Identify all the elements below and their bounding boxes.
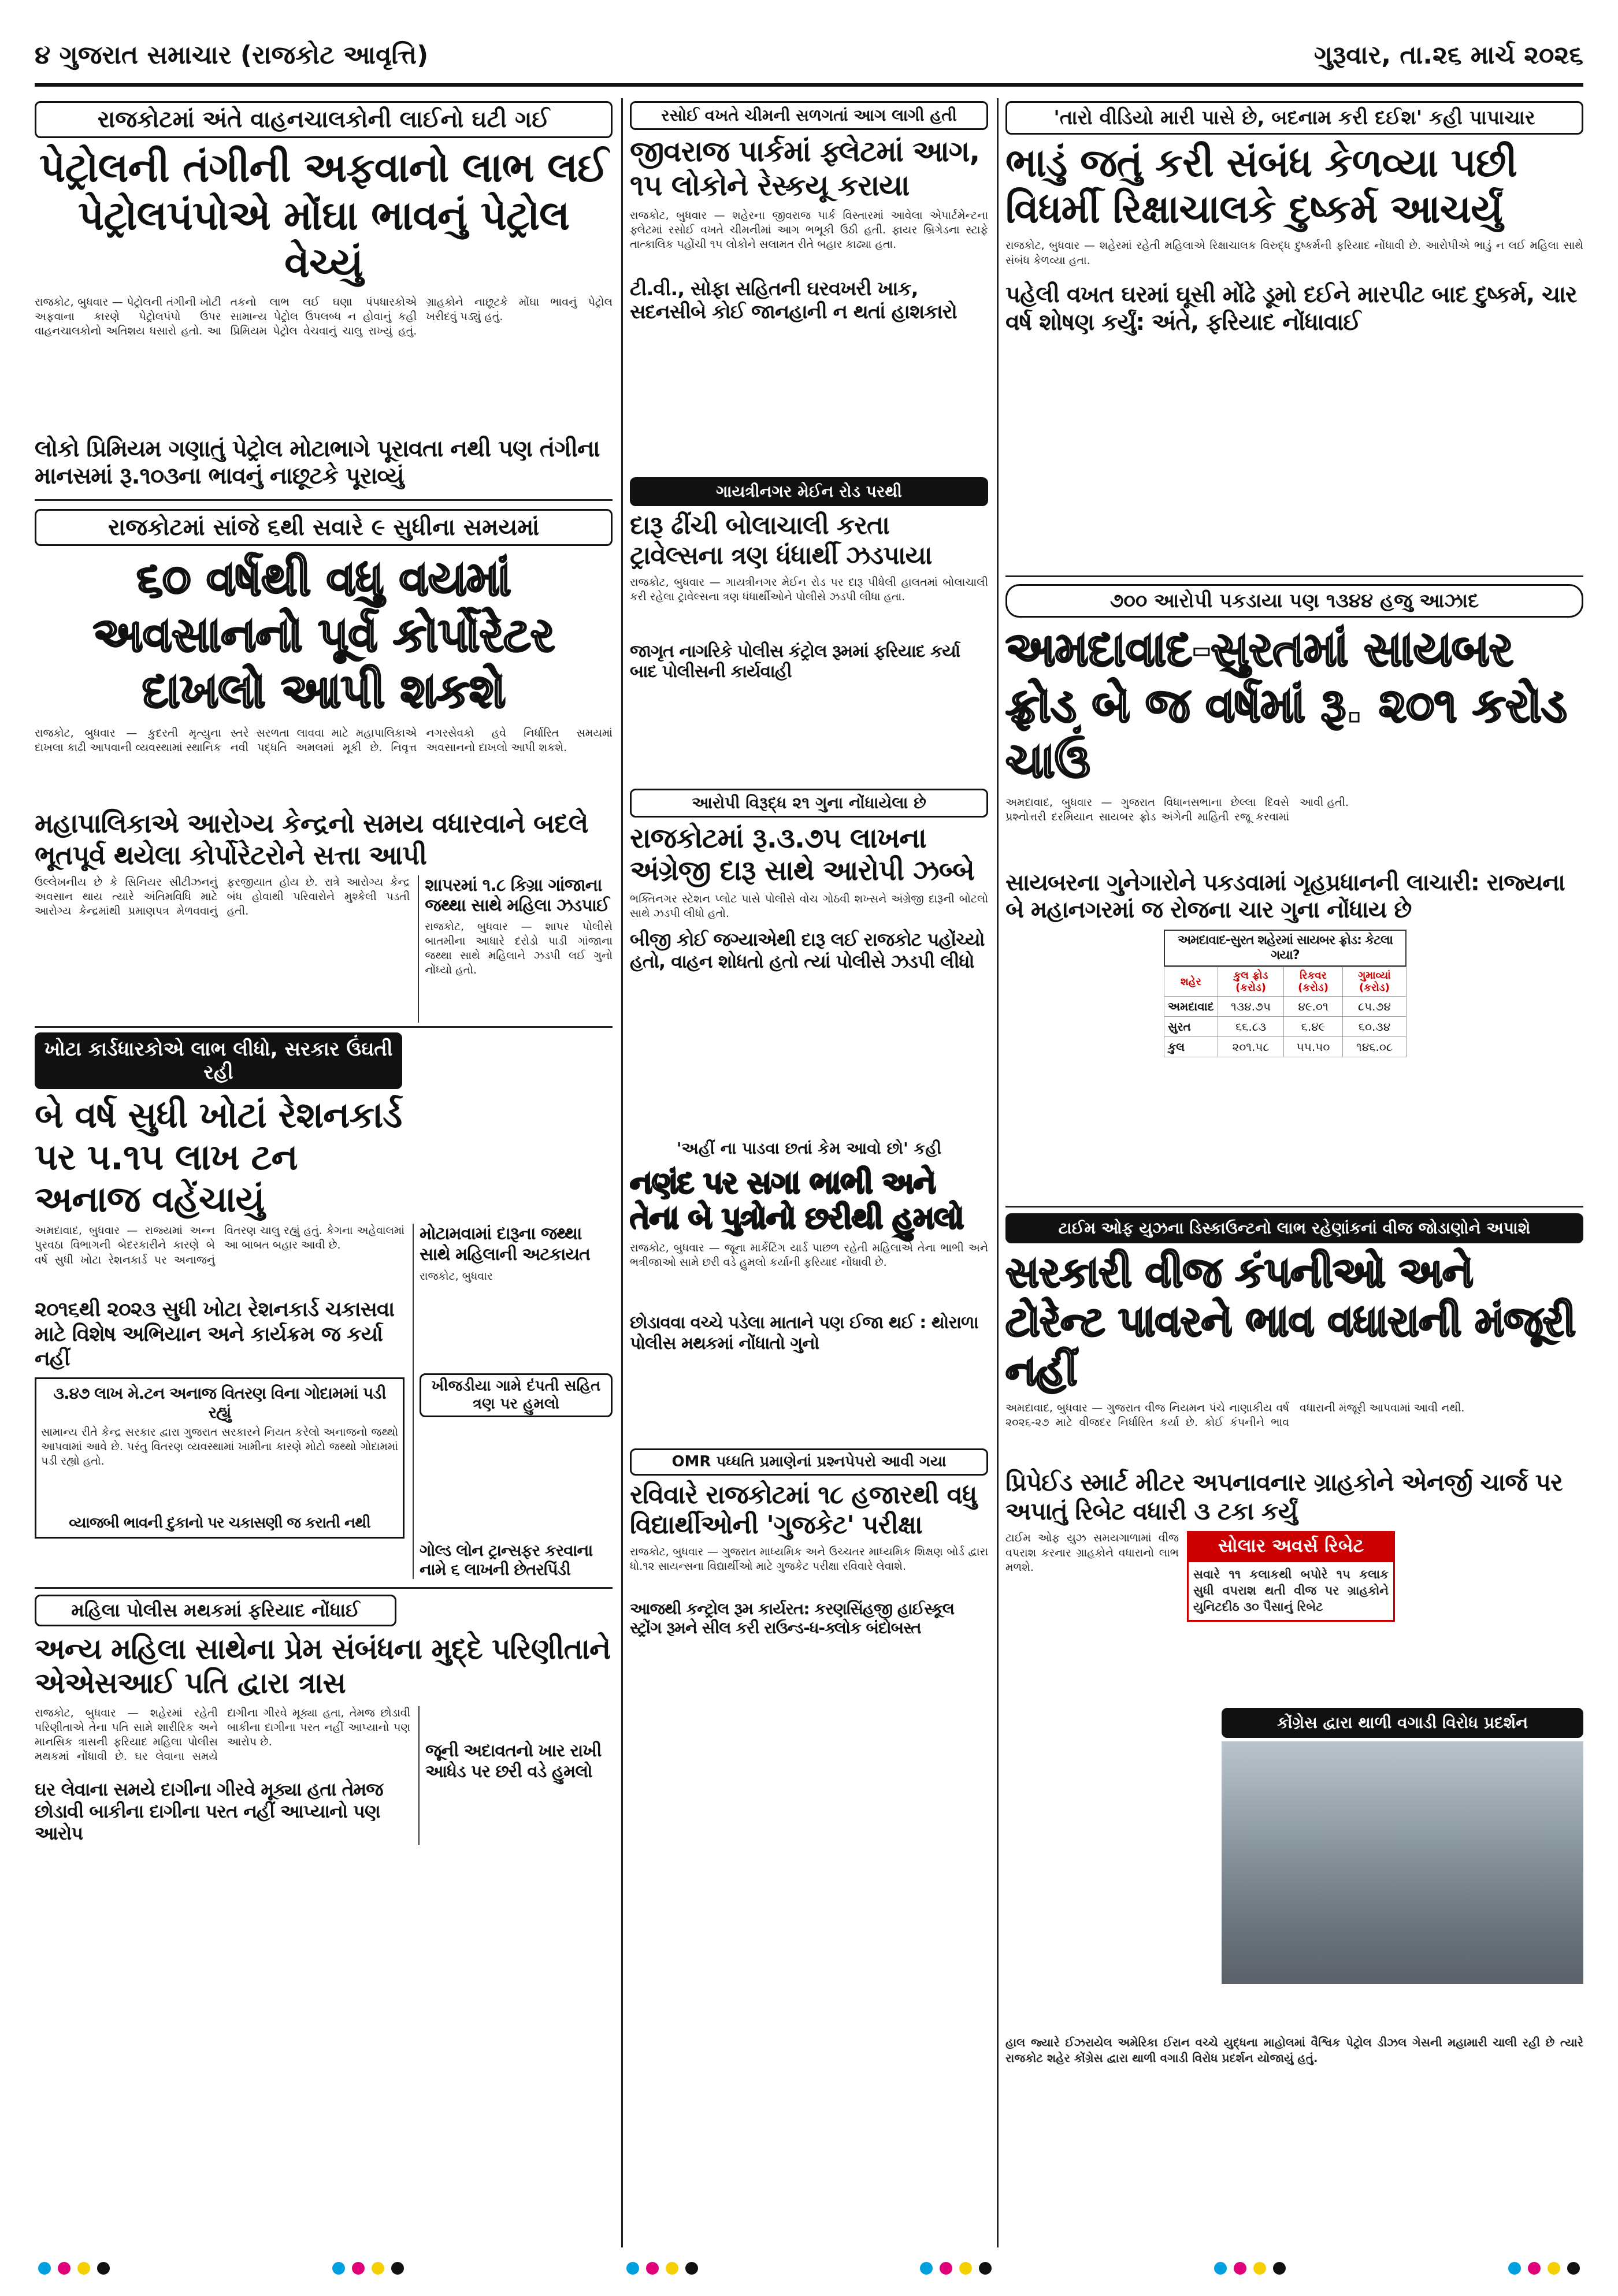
fraud-table-cell: ૪૯.૦૧	[1284, 997, 1343, 1017]
c2-story-3-body: ભક્તિનગર સ્ટેશન પ્લોટ પાસે પોલીસે વોચ ગોઠવી શખ્સને અંગ્રેજી દારૂની બોટલો સાથે ઝડપી લીધો હતો.	[630, 893, 988, 920]
c3-story-1-body: રાજકોટ, બુધવાર — શહેરમાં રહેતી મહિલાએ રિક્ષાચાલક વિરુદ્ધ દુષ્કર્મની ફરિયાદ નોંધાવી છે. આરોપીએ ભાડું ન લઈ મહિલા સાથે સંબંધ કેળવ્યા હતા.	[1005, 239, 1583, 267]
photo-caption: હાલ જ્યારે ઈઝરાયેલ અમેરિકા ઈરાન વચ્ચે યુદ્ધના માહોલમાં વૈશ્વિક પેટ્રોલ ડીઝલ ગેસની મહામારી ચાલી રહી છે ત્યારે રાજકોટ શહેર કોંગ્રેસ દ્વારા થાળી વગાડી વિરોધ પ્રદર્શન યોજાયું હતું.	[1005, 2035, 1583, 2065]
fraud-table-cell: ૧૩૪.૭૫	[1218, 997, 1283, 1017]
photo-kicker: કોંગ્રેસ દ્વારા થાળી વગાડી વિરોધ પ્રદર્શન	[1222, 1708, 1583, 1738]
c3-story-3-kicker: ટાઈમ ઓફ યુઝના ડિસ્કાઉન્ટનો લાભ રહેણાંકનાં વીજ જોડાણોને અપાશે	[1005, 1213, 1583, 1243]
fraud-table-row	[1164, 1037, 1407, 1057]
registration-dot	[1567, 2262, 1580, 2275]
story-5b-kicker: ખીજડીયા ગામે દંપતી સહિત ત્રણ પર હુમલો	[420, 1373, 613, 1417]
c2-story-3-kicker: આરોપી વિરૂદ્ધ ૨૧ ગુના નોંધાયેલા છે	[630, 789, 988, 818]
c3-story-1-subhead: પહેલી વખત ઘરમાં ઘૂસી મોંઢે ડૂમો દઈને મારપીટ બાદ દુષ્કર્મ, ચાર વર્ષ શોષણ કર્યું: અંતે, ફરિયાદ નોંધાવાઈ	[1005, 281, 1577, 336]
registration-dot	[58, 2262, 70, 2275]
registration-dot	[1253, 2262, 1266, 2275]
fraud-table	[1164, 967, 1407, 1057]
column-divider	[621, 98, 623, 2247]
fraud-table-header: કુલ ફ્રોડ (કરોડ)	[1218, 967, 1283, 997]
registration-dot	[97, 2262, 110, 2275]
story-3-side-body: રાજકોટ, બુધવાર — શાપર પોલીસે બાતમીના આધારે દરોડો પાડી ગાંજાના જથ્થા સાથે મહિલાને ઝડપી લઈ ગુનો નોંધ્યો હતો.	[425, 920, 613, 976]
registration-dot	[959, 2262, 972, 2275]
column-right	[1005, 101, 1583, 2250]
registration-dot	[1273, 2262, 1286, 2275]
story-1-kicker: રાજકોટમાં અંતે વાહનચાલકોની લાઈનો ઘટી ગઈ	[35, 101, 613, 138]
registration-dot	[1508, 2262, 1521, 2275]
story-2-headline: ૬૦ વર્ષથી વધુ વયમાં અવસાનનો પૂર્વ કોર્પોરેટર દાખલો આપી શકશે	[93, 552, 554, 719]
fraud-table-cell: ૮૫.૭૪	[1342, 997, 1406, 1017]
divider	[35, 499, 613, 501]
c2-story-1-kicker: રસોઈ વખતે ચીમની સળગતાં આગ લાગી હતી	[630, 101, 988, 130]
story-5c-headline: ગોલ્ડ લોન ટ્રાન્સફર કરવાના નામે ૬ લાખની છેતરપિંડી	[420, 1541, 593, 1580]
story-6-side-headline: જૂની અદાવતનો ખાર રાખી આધેડ પર છરી વડે હુમલો	[425, 1741, 602, 1782]
c2-story-4-subhead: છોડાવવા વચ્ચે પડેલા માતાને પણ ઈજા થઈ : થોરાળા પોલીસ મથકમાં નોંધાતો ગુનો	[630, 1313, 978, 1354]
fraud-table-title: અમદાવાદ-સુરત શહેરમાં સાયબર ફ્રોડ: કેટલા ગયા?	[1164, 930, 1407, 967]
story-4-subhead: ૨૦૧૬થી ૨૦૨૩ સુધી ખોટા રેશનકાર્ડ ચકાસવા માટે વિશેષ અભિયાન અને કાર્યક્રમ જ કર્યા નહીં	[35, 1298, 395, 1371]
registration-dot	[332, 2262, 345, 2275]
fraud-table-header: શહેર	[1164, 967, 1218, 997]
fraud-table-cell: ૨૦૧.૫૮	[1218, 1037, 1283, 1057]
c3-story-3-subhead: પ્રિપેઈડ સ્માર્ટ મીટર અપનાવનાર ગ્રાહકોને એનર્જી ચાર્જ પર અપાતું રિબેટ વધારી ૩ ટકા કર્યું	[1005, 1468, 1563, 1525]
registration-dot	[1234, 2262, 1246, 2275]
c3-story-3-headline: સરકારી વીજ કંપનીઓ અને ટોરેન્ટ પાવરને ભાવ વધારાની મંજૂરી નહીં	[1005, 1248, 1576, 1395]
registration-dot	[646, 2262, 659, 2275]
fraud-table-cell: ૬.૪૯	[1284, 1017, 1343, 1037]
fraud-table-cell: ૫૫.૫૦	[1284, 1037, 1343, 1057]
registration-dot	[1214, 2262, 1227, 2275]
masthead	[35, 35, 1583, 87]
fraud-table-cell: ૧૪૬.૦૮	[1342, 1037, 1406, 1057]
story-3-headline: મહાપાલિકાએ આરોગ્ય કેન્દ્રનો સમય વધારવાને બદલે ભૂતપૂર્વ થયેલા કોર્પોરેટરોને સત્તા આપી	[35, 808, 588, 871]
c2-story-4-body: રાજકોટ, બુધવાર — જૂના માર્કેટિંગ યાર્ડ પાછળ રહેતી મહિલાએ તેના ભાભી અને ભત્રીજાઓ સામે છરી વડે હુમલો કર્યાની ફરિયાદ નોંધાવી છે.	[630, 1242, 988, 1269]
c3-story-1-headline: ભાડું જતું કરી સંબંધ કેળવ્યા પછી વિધર્મી રિક્ષાચાલકે દુષ્કર્મ આચર્યું	[1005, 140, 1517, 233]
fraud-table-cell: ૬૦.૩૪	[1342, 1017, 1406, 1037]
print-marks	[35, 2262, 1583, 2285]
story-1-headline: પેટ્રોલની તંગીની અફવાનો લાભ લઈ પેટ્રોલપંપોએ મોંઘા ભાવનું પેટ્રોલ વેચ્યું	[39, 144, 608, 287]
column-divider	[997, 98, 999, 2247]
fraud-table-row	[1164, 1017, 1407, 1037]
fraud-table-cell: અમદાવાદ	[1164, 997, 1218, 1017]
page-label: ૪ ગુજરાત સમાચાર (રાજકોટ આવૃત્તિ)	[35, 40, 429, 70]
c2-story-1-subhead: ટી.વી., સોફા સહિતની ઘરવખરી ખાક, સદનસીબે કોઈ જાનહાની ન થતાં હાશકારો	[630, 277, 957, 324]
registration-dot	[685, 2262, 698, 2275]
fraud-table-cell: સુરત	[1164, 1017, 1218, 1037]
story-1-subhead: લોકો પ્રિમિયમ ગણાતું પેટ્રોલ મોટાભાગે પૂરાવતા નથી પણ તંગીના માનસમાં રૂ.૧૦૩ના ભાવનું નાછૂટકે પૂરાવ્યું	[35, 435, 600, 489]
registration-dot	[940, 2262, 952, 2275]
fraud-table-cell: ૬૬.૮૩	[1218, 1017, 1283, 1037]
solar-box-title: સોલાર અવર્સ રિબેટ	[1187, 1531, 1395, 1561]
c2-story-1-body: રાજકોટ, બુધવાર — શહેરના જીવરાજ પાર્ક વિસ્તારમાં આવેલા એપાર્ટમેન્ટના ફ્લેટમાં રસોઈ વખતે ચીમનીમાં આગ ભભૂકી ઉઠી હતી. ફાયર બ્રિગેડના સ્ટાફે તાત્કાલિક પહોંચી ૧૫ લોકોને સલામત રીતે બહાર કાઢ્યા હતા.	[630, 209, 988, 251]
solar-box-body: સવારે ૧૧ કલાકથી બપોરે ૧૫ કલાક સુધી વપરાશ થતી વીજ પર ગ્રાહકોને યુનિટદીઠ ૩૦ પૈસાનું રિબેટ	[1187, 1561, 1395, 1621]
fraud-table-cell: કુલ	[1164, 1037, 1218, 1057]
story-6-body: રાજકોટ, બુધવાર — શહેરમાં રહેતી પરિણીતાએ તેના પતિ સામે શારીરિક અને માનસિક ત્રાસની ફરિયાદ મહિલા પોલીસ મથકમાં નોંધાવી છે. ઘર લેવાના સમયે દાગીના ગીરવે મૂક્યા હતા, તેમજ છોડાવી બાકીના દાગીના પરત નહીં આપ્યાનો પણ આરોપ છે.	[35, 1707, 410, 1763]
story-6-subhead: ઘર લેવાના સમયે દાગીના ગીરવે મૂક્યા હતા તેમજ છોડાવી બાકીના દાગીના પરત નહીં આપ્યાનો પણ આરોપ	[35, 1778, 383, 1844]
c2-story-2-headline: દારૂ ઢીંચી બોલાચાલી કરતા ટ્રાવેલ્સના ત્રણ ધંધાર્થી ઝડપાયા	[630, 511, 932, 571]
c2-story-2-kicker: ગાયત્રીનગર મેઈન રોડ પરથી	[630, 477, 988, 506]
story-4-headline: બે વર્ષ સુધી ખોટાં રેશનકાર્ડ પર ૫.૧૫ લાખ ટન અનાજ વહેંચાયું	[35, 1093, 402, 1221]
story-6-kicker: મહિલા પોલીસ મથકમાં ફરિયાદ નોંધાઈ	[35, 1595, 396, 1626]
c3-story-2-headline: અમદાવાદ-સુરતમાં સાયબર ફ્રોડ બે જ વર્ષમાં રૂ. ૨૦૧ કરોડ ચાઉં	[1005, 622, 1567, 789]
story-3-side-headline: શાપરમાં ૧.૮ કિગ્રા ગાંજાના જથ્થા સાથે મહિલા ઝડપાઈ	[425, 875, 610, 916]
registration-dot	[1548, 2262, 1560, 2275]
column-left: રાજકોટમાં અંતે વાહનચાલકોની લાઈનો ઘટી ગઈ પેટ્રોલની તંગીની અફવાનો લાભ લઈ પેટ્રોલપંપોએ મોંઘા ભાવનું પેટ્રોલ વેચ્યું રાજકોટ, બુધવાર — પેટ્રોલની તંગીની ખોટી અફવાના કારણે પેટ્રોલપંપો ઉપર વાહનચાલકોનો અતિશય ધસારો હતો. આ તકનો લાભ લઈ ઘણા પંપધારકોએ સામાન્ય પેટ્રોલ ઉપલબ્ધ ન હોવાનું કહી પ્રિમિયમ પેટ્રોલ વેચવાનું ચાલુ રાખ્યું હતું. ગ્રાહકોને નાછૂટકે મોંઘા ભાવનું પેટ્રોલ ખરીદવું પડ્યું હતું. લોકો પ્રિમિયમ ગણાતું પેટ્રોલ મોટાભાગે પૂરાવતા નથી પણ તંગીના માનસમાં રૂ.૧૦૩ના ભાવનું નાછૂટકે પૂરાવ્યું રાજકોટમાં સાંજે ૬થી સવારે ૯ સુધીના સમયમાં ૬૦ વર્ષથી વધુ વયમાં અવસાનનો પૂર્વ કોર્પોરેટર દાખલો આપી શકશે રાજકોટ, બુધવાર — કુદરતી મૃત્યુના દાખલા કાઢી આપવાની વ્યવસ્થામાં સ્થાનિક સ્તરે સરળતા લાવવા માટે મહાપાલિકાએ નવી પદ્ધતિ અમલમાં મૂકી છે. નિવૃત્ત નગરસેવકો હવે નિર્ધારિત સમયમાં અવસાનનો દાખલો આપી શકશે. મહાપાલિકાએ આરોગ્ય કેન્દ્રનો સમય વધારવાને બદલે ભૂતપૂર્વ થયેલા કોર્પોરેટરોને સત્તા આપી ઉલ્લેખનીય છે કે સિનિયર સીટીઝનનું અવસાન થાય ત્યારે અંતિમવિધિ માટે આરોગ્ય કેન્દ્રમાંથી પ્રમાણપત્ર મેળવવાનું ફરજીયાત હોય છે. રાત્રે આરોગ્ય કેન્દ્ર બંધ હોવાથી પરિવારોને મુશ્કેલી પડતી હતી. શાપરમાં ૧.૮ કિગ્રા ગાંજાના જથ્થા સાથે મહિલા ઝડપાઈ રાજકોટ, બુધવાર — શાપર પોલીસે બાતમીના આધારે દરોડો પાડી ગાંજાના જથ્થા સાથે મહિલાને ઝડપી લઈ ગુનો નોંધ્યો હતો. ખોટા કાર્ડધારકોએ લાભ લીધો, સરકાર ઉંઘતી રહી બે વર્ષ સુધી ખોટાં રેશનકાર્ડ પર ૫.૧૫ લાખ ટન અનાજ વહેંચાયું અમદાવાદ, બુધવાર — રાજ્યમાં અન્ન પુરવઠા વિભાગની બેદરકારીને કારણે બે વર્ષ સુધી ખોટા રેશનકાર્ડ પર અનાજનું વિતરણ ચાલુ રહ્યું હતું. કેગના અહેવાલમાં આ બાબત બહાર આવી છે. ૨૦૧૬થી ૨૦૨૩ સુધી ખોટા રેશનકાર્ડ ચકાસવા માટે વિશેષ અભિયાન અને કાર્યક્રમ જ કર્યા નહીં ૩.૪૭ લાખ મે.ટન અનાજ વિતરણ વિના ગોદામમાં પડી રહ્યું સામાન્ય રીતે કેન્દ્ર સરકાર દ્વારા ગુજરાત સરકારને નિયત કરેલો અનાજનો જથ્થો આપવામાં આવે છે. પરંતુ વિતરણ વ્યવસ્થામાં ખામીના કારણે મોટો જથ્થો ગોદામમાં પડી રહ્યો હતો. વ્યાજબી ભાવની દુકાનો પર ચકાસણી જ કરાતી નથી મોટામવામાં દારૂના જથ્થા સાથે મહિલાની અટકાયત રાજકોટ, બુધવાર ખીજડીયા ગામે દંપતી સહિત ત્રણ પર હુમલો ગોલ્ડ લોન ટ્રાન્સફર કરવાના નામે ૬ લાખની છેતરપિંડી મહિલા પોલીસ મથકમાં ફરિયાદ નોંધાઈ અન્ય મહિલા સાથેના પ્રેમ સંબંધના મુદ્દે પરિણીતાને એએસઆઈ પતિ દ્વારા ત્રાસ રાજકોટ, બુધવાર — શહેરમાં રહેતી પરિણીતાએ તેના પતિ સામે શારીરિક અને માનસિક ત્રાસની ફરિયાદ મહિલા પોલીસ મથકમાં નોંધાવી છે. ઘર લેવાના સમયે દાગીના ગીરવે મૂક્યા હતા, તેમજ છોડાવી બાકીના દાગીના પરત નહીં આપ્યાનો પણ આરોપ છે. ઘર લેવાના સમયે દાગીના ગીરવે મૂક્યા હતા તેમજ છોડાવી બાકીના દાગીના પરત નહીં આપ્યાનો પણ આરોપ જૂની અદાવતનો ખાર રાખી આધેડ પર છરી વડે હુમલો	[35, 101, 613, 2250]
registration-dot	[666, 2262, 678, 2275]
c2-story-4-headline: નણંદ પર સગા ભાભી અને તેના બે પુત્રોનો છરીથી હુમલો	[630, 1165, 964, 1236]
registration-dot	[1528, 2262, 1541, 2275]
fraud-table-header: રિકવર (કરોડ)	[1284, 967, 1343, 997]
c2-story-5-body: રાજકોટ, બુધવાર — ગુજરાત માધ્યમિક અને ઉચ્ચતર માધ્યમિક શિક્ષણ બોર્ડ દ્વારા ધો.૧૨ સાયન્સના વિદ્યાર્થીઓ માટે ગુજકેટ પરીક્ષા રવિવારે લેવાશે.	[630, 1545, 988, 1573]
registration-dot	[626, 2262, 639, 2275]
story-6-headline: અન્ય મહિલા સાથેના પ્રેમ સંબંધના મુદ્દે પરિણીતાને એએસઆઈ પતિ દ્વારા ત્રાસ	[35, 1632, 611, 1700]
registration-dot	[372, 2262, 384, 2275]
story-4-body: અમદાવાદ, બુધવાર — રાજ્યમાં અન્ન પુરવઠા વિભાગની બેદરકારીને કારણે બે વર્ષ સુધી ખોટા રેશનકાર્ડ પર અનાજનું વિતરણ ચાલુ રહ્યું હતું. કેગના અહેવાલમાં આ બાબત બહાર આવી છે.	[35, 1224, 404, 1266]
c3-story-3-body: અમદાવાદ, બુધવાર — ગુજરાત વીજ નિયમન પંચે નાણાકીય વર્ષ ૨૦૨૬-૨૭ માટે વીજદર નિર્ધારિત કર્યા છે. કોઈ કંપનીને ભાવ વધારાની મંજૂરી આપવામાં આવી નથી.	[1005, 1402, 1465, 1429]
divider	[35, 1587, 613, 1589]
c2-story-2-subhead: જાગૃત નાગરિકે પોલીસ કંટ્રોલ રૂમમાં ફરિયાદ કર્યા બાદ પોલીસની કાર્યવાહી	[630, 641, 960, 682]
story-4-box-body: સામાન્ય રીતે કેન્દ્ર સરકાર દ્વારા ગુજરાત સરકારને નિયત કરેલો અનાજનો જથ્થો આપવામાં આવે છે. પરંતુ વિતરણ વ્યવસ્થામાં ખામીના કારણે મોટો જથ્થો ગોદામમાં પડી રહ્યો હતો.	[41, 1425, 398, 1468]
c2-story-1-headline: જીવરાજ પાર્કમાં ફ્લેટમાં આગ, ૧૫ લોકોને રેસ્કયૂ કરાયા	[630, 135, 980, 202]
registration-dot	[979, 2262, 992, 2275]
story-4-box2-title: વ્યાજબી ભાવની દુકાનો પર ચકાસણી જ કરાતી નથી	[69, 1514, 370, 1532]
c2-story-3-subhead: બીજી કોઈ જગ્યાએથી દારૂ લઈ રાજકોટ પહોંચ્યો હતો, વાહન શોધતો હતો ત્યાં પોલીસે ઝડપી લીધો	[630, 928, 985, 972]
c2-story-5-kicker: OMR પધ્ધતિ પ્રમાણેનાં પ્રશ્નપેપરો આવી ગયા	[630, 1448, 988, 1476]
registration-dot	[77, 2262, 90, 2275]
story-1-body: રાજકોટ, બુધવાર — પેટ્રોલની તંગીની ખોટી અફવાના કારણે પેટ્રોલપંપો ઉપર વાહનચાલકોનો અતિશય ધસારો હતો. આ તકનો લાભ લઈ ઘણા પંપધારકોએ સામાન્ય પેટ્રોલ ઉપલબ્ધ ન હોવાનું કહી પ્રિમિયમ પેટ્રોલ વેચવાનું ચાલુ રાખ્યું હતું. ગ્રાહકોને નાછૂટકે મોંઘા ભાવનું પેટ્રોલ ખરીદવું પડ્યું હતું.	[35, 295, 613, 337]
story-2-kicker: રાજકોટમાં સાંજે ૬થી સવારે ૯ સુધીના સમયમાં	[35, 509, 613, 546]
c2-story-5-subhead: આજથી કન્ટ્રોલ રૂમ કાર્યરત: કરણસિંહજી હાઈસ્કૂલ સ્ટ્રોંગ રૂમને સીલ કરી રાઉન્ડ-ધ-ક્લોક બંદોબસ્ત	[630, 1599, 955, 1637]
story-4-kicker: ખોટા કાર્ડધારકોએ લાભ લીધો, સરકાર ઉંઘતી રહી	[35, 1032, 402, 1089]
c2-story-4-kicker: 'અહીં ના પાડવા છતાં કેમ આવો છો' કહી	[676, 1138, 942, 1158]
divider	[35, 1026, 613, 1028]
page-date: ગુરૂવાર, તા.૨૬ માર્ચ ૨૦૨૬	[1313, 40, 1583, 70]
divider	[1005, 1206, 1583, 1208]
protest-photo	[1222, 1741, 1583, 1984]
c2-story-2-body: રાજકોટ, બુધવાર — ગાયત્રીનગર મેઈન રોડ પર દારૂ પીધેલી હાલતમાં બોલાચાલી કરી રહેલા ટ્રાવેલ્સના ત્રણ ધંધાર્થીઓને પોલીસે ઝડપી લીધા હતા.	[630, 576, 988, 604]
divider	[1005, 575, 1583, 577]
story-5-side-headline: મોટામવામાં દારૂના જથ્થા સાથે મહિલાની અટકાયત	[420, 1224, 590, 1265]
c3-story-1-kicker: 'તારો વીડિયો મારી પાસે છે, બદનામ કરી દઈશ' કહી પાપાચાર	[1005, 101, 1583, 135]
story-2-body: રાજકોટ, બુધવાર — કુદરતી મૃત્યુના દાખલા કાઢી આપવાની વ્યવસ્થામાં સ્થાનિક સ્તરે સરળતા લાવવા માટે મહાપાલિકાએ નવી પદ્ધતિ અમલમાં મૂકી છે. નિવૃત્ત નગરસેવકો હવે નિર્ધારિત સમયમાં અવસાનનો દાખલો આપી શકશે.	[35, 727, 613, 755]
registration-dot	[352, 2262, 365, 2275]
c2-story-3-headline: રાજકોટમાં રૂ.૩.૭૫ લાખના અંગ્રેજી દારૂ સાથે આરોપી ઝબ્બે	[630, 822, 974, 887]
fraud-table-header: ગુમાવ્યાં (કરોડ)	[1342, 967, 1406, 997]
c2-story-5-headline: રવિવારે રાજકોટમાં ૧૮ હજારથી વધુ વિદ્યાર્થીઓની 'ગુજકેટ' પરીક્ષા	[630, 1480, 977, 1540]
c3-story-2-subhead: સાયબરના ગુનેગારોને પકડવામાં ગૃહપ્રધાનની લાચારી: રાજ્યના બે મહાનગરમાં જ રોજના ચાર ગુના નોંધાય છે	[1005, 870, 1565, 924]
c3-story-2-kicker: ૭૦૦ આરોપી પકડાયા પણ ૧૩૪૪ હજુ આઝાદ	[1005, 584, 1583, 618]
c3-story-4-body: ટાઈમ ઓફ યુઝ સમયગાળામાં વીજ વપરાશ કરનાર ગ્રાહકોને વધારાનો લાભ મળશે.	[1005, 1532, 1179, 1574]
registration-dot	[38, 2262, 51, 2275]
c3-story-2-body: અમદાવાદ, બુધવાર — ગુજરાત વિધાનસભાના છેલ્લા દિવસે પ્રશ્નોત્તરી દરમિયાન સાયબર ફ્રોડ અંગેની માહિતી રજૂ કરવામાં આવી હતી.	[1005, 796, 1349, 824]
fraud-table-row	[1164, 997, 1407, 1017]
registration-dot	[920, 2262, 933, 2275]
story-3-body: ઉલ્લેખનીય છે કે સિનિયર સીટીઝનનું અવસાન થાય ત્યારે અંતિમવિધિ માટે આરોગ્ય કેન્દ્રમાંથી પ્રમાણપત્ર મેળવવાનું ફરજીયાત હોય છે. રાત્રે આરોગ્ય કેન્દ્ર બંધ હોવાથી પરિવારોને મુશ્કેલી પડતી હતી.	[35, 875, 410, 918]
registration-dot	[391, 2262, 404, 2275]
column-middle	[630, 101, 988, 2250]
story-4-box-title: ૩.૪૭ લાખ મે.ટન અનાજ વિતરણ વિના ગોદામમાં પડી રહ્યું	[53, 1383, 386, 1422]
